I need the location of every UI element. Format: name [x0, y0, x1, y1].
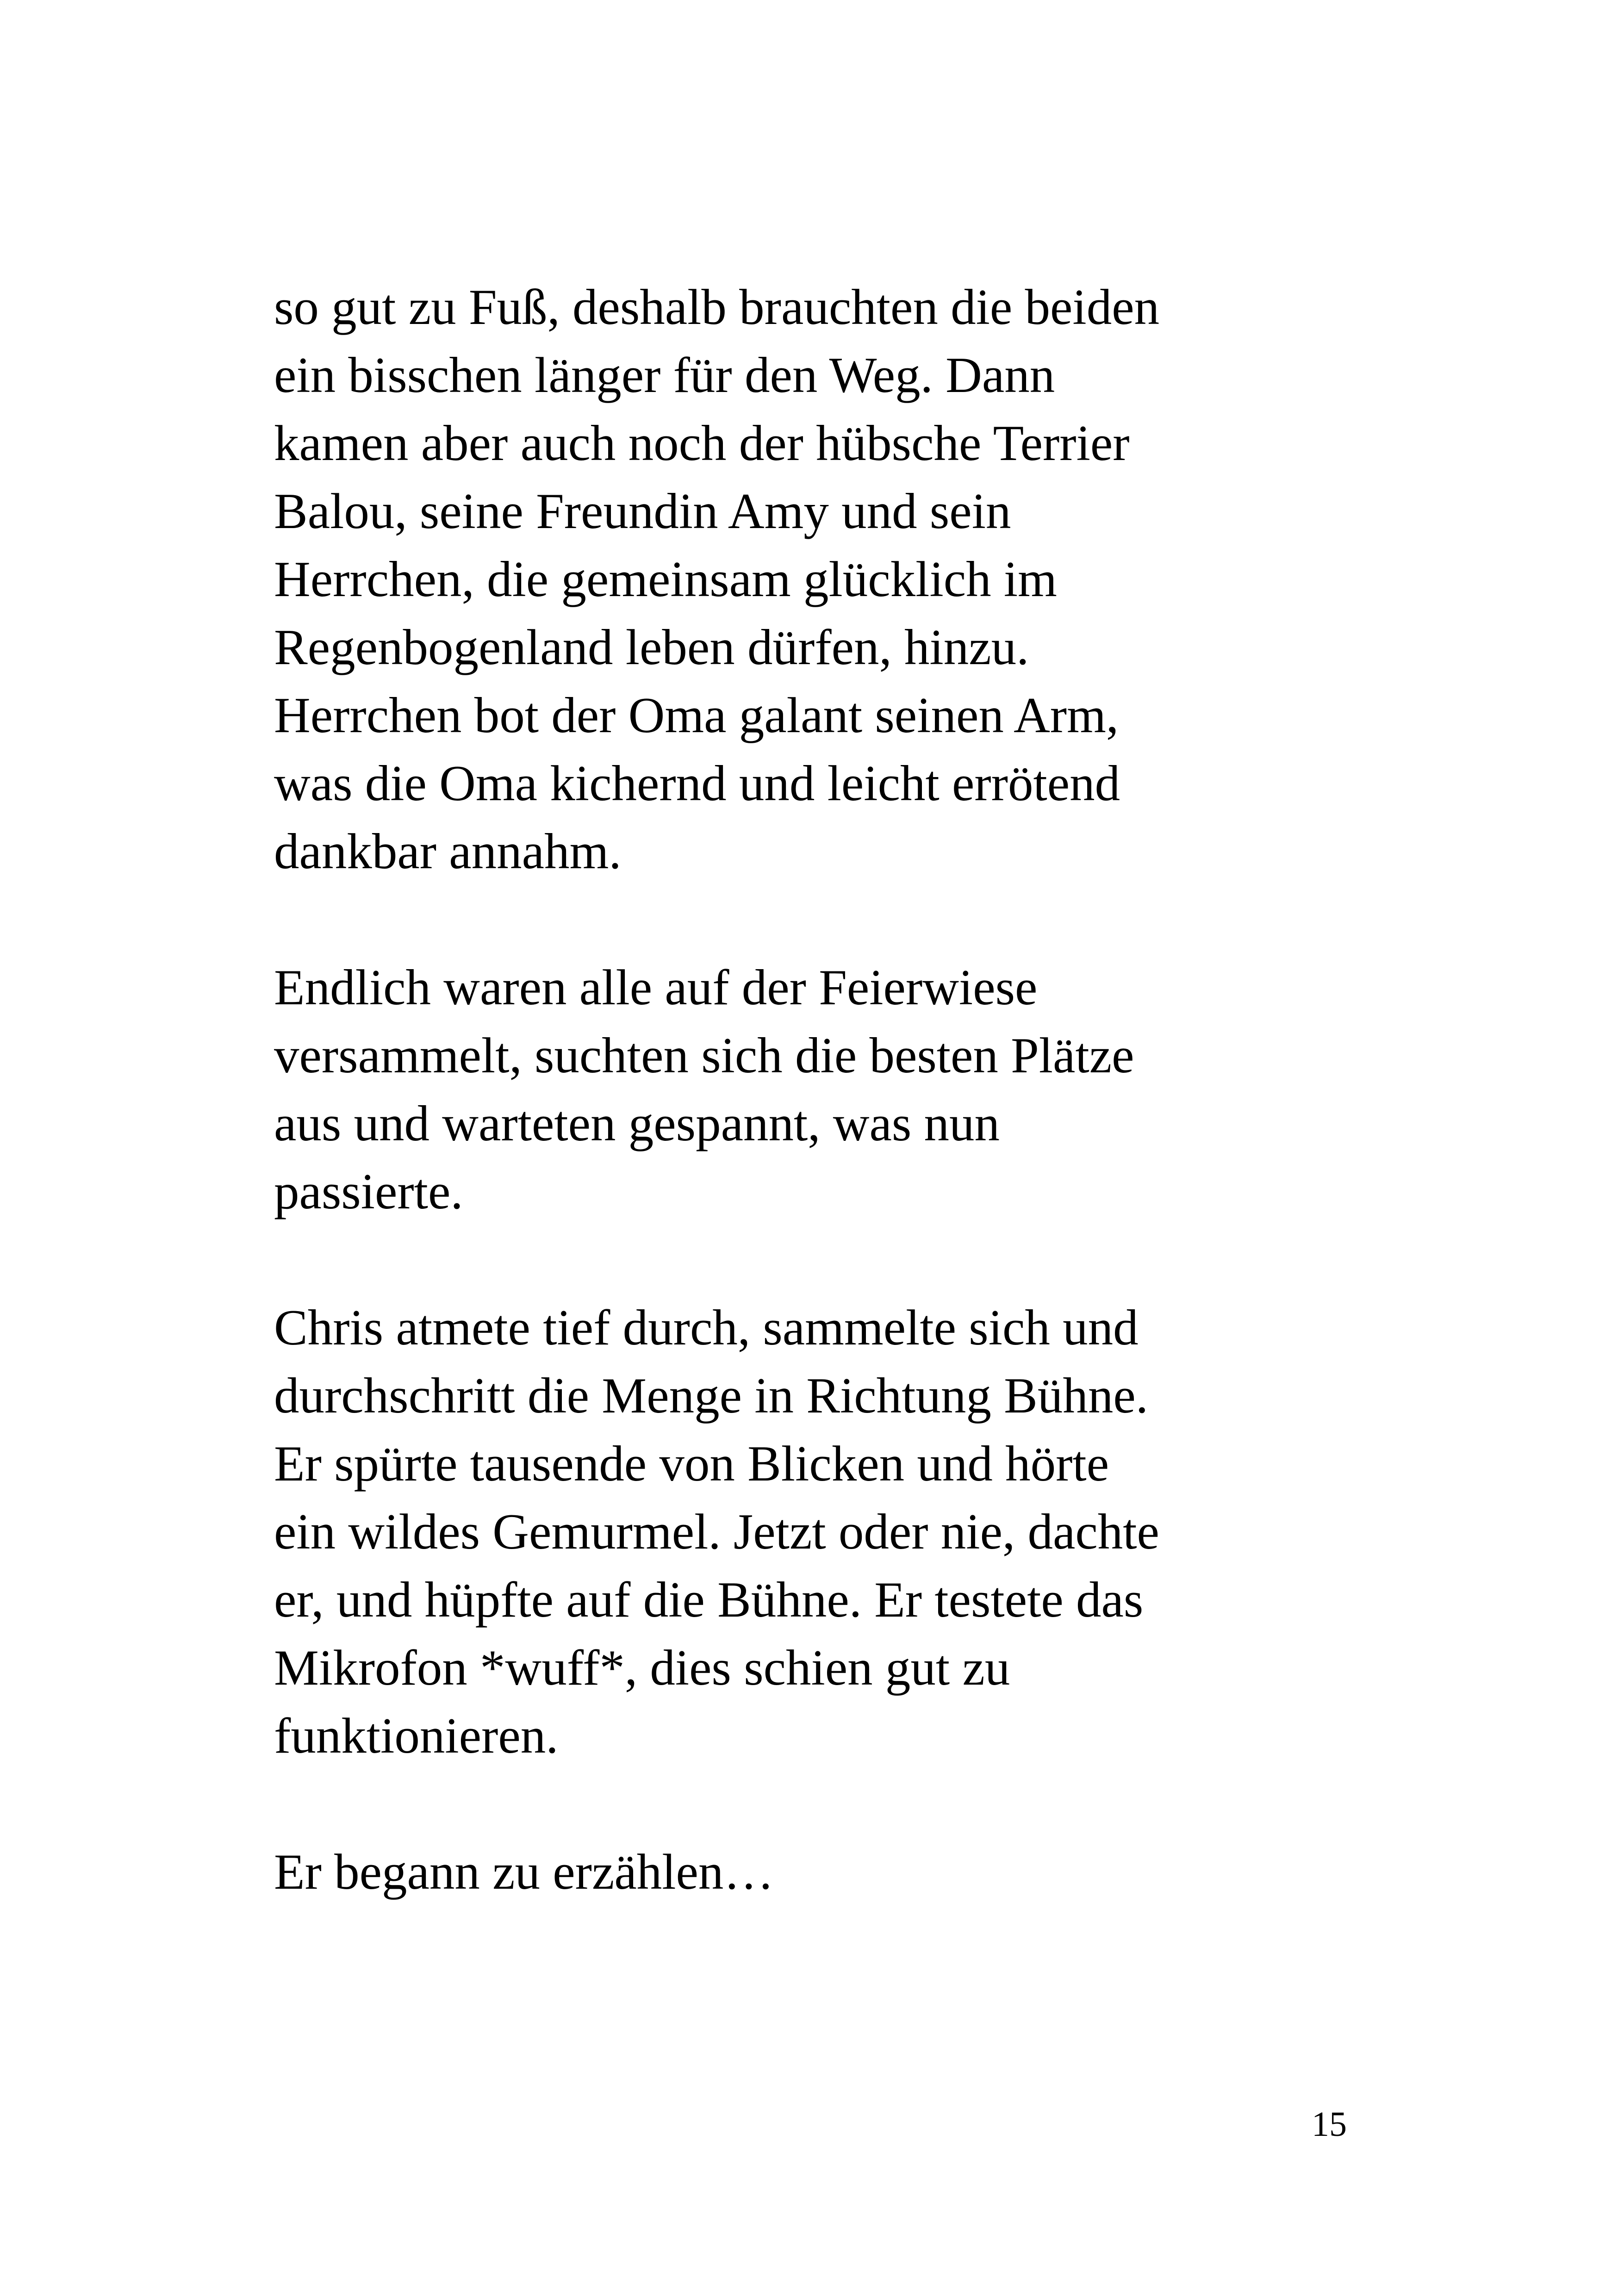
- text-line: Herrchen, die gemeinsam glücklich im: [274, 551, 1057, 607]
- paragraph: [274, 273, 1375, 885]
- text-line: dankbar annahm.: [274, 823, 622, 879]
- text-line: Chris atmete tief durch, sammelte sich und: [274, 1300, 1139, 1356]
- paragraph: [274, 953, 1375, 1226]
- text-line: durchschritt die Menge in Richtung Bühne.: [274, 1368, 1148, 1424]
- page-number: 15: [1312, 2105, 1347, 2144]
- body-text: [274, 273, 1375, 1974]
- text-line: aus und warteten gespannt, was nun: [274, 1095, 1000, 1151]
- text-line: kamen aber auch noch der hübsche Terrier: [274, 415, 1130, 471]
- text-line: er, und hüpfte auf die Bühne. Er testete das: [274, 1572, 1144, 1628]
- text-line: Mikrofon *wuff*, dies schien gut zu: [274, 1640, 1010, 1696]
- text-line: versammelt, suchten sich die besten Plätze: [274, 1027, 1134, 1083]
- text-line: was die Oma kichernd und leicht errötend: [274, 755, 1120, 811]
- text-line: so gut zu Fuß, deshalb brauchten die beiden: [274, 279, 1160, 335]
- text-line: Balou, seine Freundin Amy und sein: [274, 483, 1011, 539]
- paragraph: [274, 1294, 1375, 1770]
- text-line: Endlich waren alle auf der Feierwiese: [274, 959, 1038, 1015]
- paragraph: [274, 1838, 1375, 1906]
- text-line: ein wildes Gemurmel. Jetzt oder nie, dachte: [274, 1504, 1159, 1560]
- text-line: passierte.: [274, 1164, 463, 1220]
- text-line: Er spürte tausende von Blicken und hörte: [274, 1436, 1109, 1492]
- text-line: ein bisschen länger für den Weg. Dann: [274, 347, 1055, 403]
- text-line: Er begann zu erzählen…: [274, 1844, 774, 1900]
- text-line: Regenbogenland leben dürfen, hinzu.: [274, 619, 1029, 675]
- text-line: funktionieren.: [274, 1708, 559, 1764]
- text-line: Herrchen bot der Oma galant seinen Arm,: [274, 687, 1119, 743]
